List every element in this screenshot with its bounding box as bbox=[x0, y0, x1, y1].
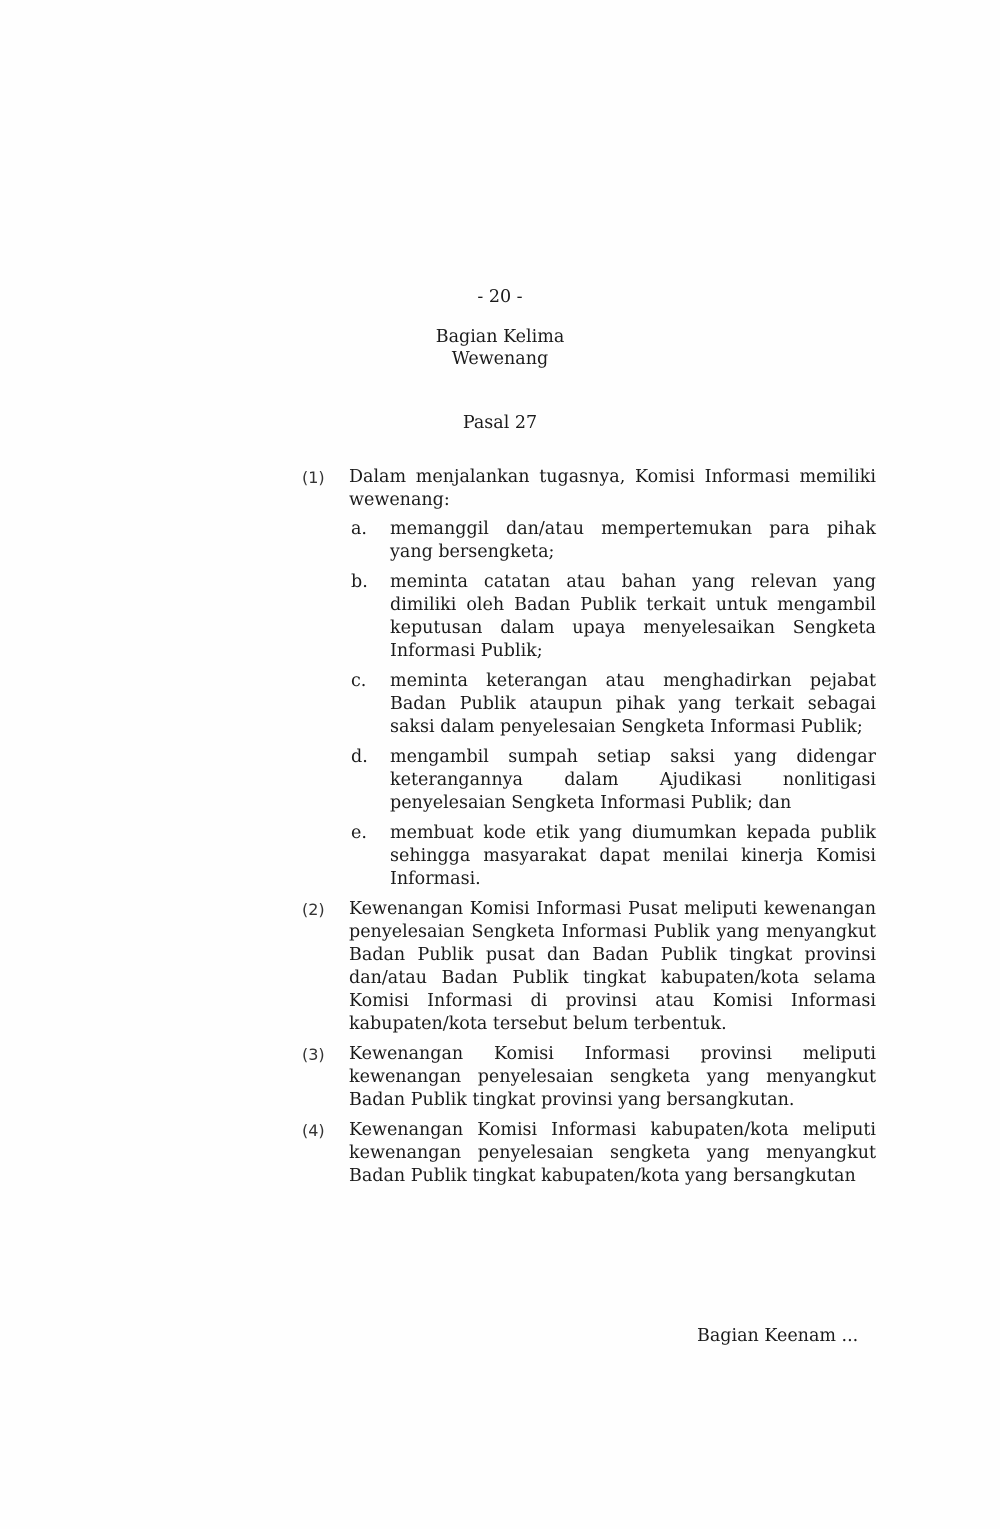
clause-text: Kewenangan Komisi Informasi Pusat meliputi kewenangan penyelesaian Sengketa Informasi Publik yang menyangkut Badan Publik pusat dan Badan Publik tingkat provinsi dan/atau Badan Publik tingkat kabupaten/kota selama Komisi Informasi di provinsi atau Komisi Informasi kabupaten/kota tersebut belum terbentuk. bbox=[349, 899, 876, 1034]
list-item bbox=[349, 518, 876, 564]
clause-number: (3) bbox=[302, 1045, 325, 1064]
clause-1 bbox=[300, 466, 876, 891]
item-text: memanggil dan/atau mempertemukan para pihak yang bersengketa; bbox=[390, 519, 876, 562]
item-letter: b. bbox=[351, 572, 368, 592]
list-item bbox=[349, 670, 876, 739]
item-letter: d. bbox=[351, 747, 368, 767]
item-letter: a. bbox=[351, 519, 367, 539]
article-title: Pasal 27 bbox=[462, 413, 538, 433]
list-item bbox=[349, 746, 876, 815]
clause-3 bbox=[300, 1043, 876, 1112]
item-letter: e. bbox=[351, 823, 367, 843]
item-text: meminta keterangan atau menghadirkan pejabat Badan Publik ataupun pihak yang terkait sebagai saksi dalam penyelesaian Sengketa Informasi Publik; bbox=[390, 671, 876, 737]
item-text: meminta catatan atau bahan yang relevan yang dimiliki oleh Badan Publik terkait untuk mengambil keputusan dalam upaya menyelesaikan Sengketa Informasi Publik; bbox=[390, 572, 876, 661]
clause-number: (2) bbox=[302, 900, 325, 919]
article-body bbox=[300, 466, 876, 1195]
clause-2 bbox=[300, 898, 876, 1036]
clause-4 bbox=[300, 1119, 876, 1188]
section-subheading: Wewenang bbox=[451, 349, 549, 369]
clause-number: (4) bbox=[302, 1121, 325, 1140]
clause-text: Kewenangan Komisi Informasi kabupaten/kota meliputi kewenangan penyelesaian sengketa yang menyangkut Badan Publik tingkat kabupaten/kota yang bersangkutan bbox=[349, 1120, 876, 1186]
clause-text: Kewenangan Komisi Informasi provinsi meliputi kewenangan penyelesaian sengketa yang menyangkut Badan Publik tingkat provinsi yang bersangkutan. bbox=[349, 1044, 876, 1110]
section-heading: Bagian Kelima bbox=[435, 327, 565, 347]
clause-text: Dalam menjalankan tugasnya, Komisi Informasi memiliki wewenang: bbox=[349, 467, 876, 510]
list-item bbox=[349, 822, 876, 891]
item-text: mengambil sumpah setiap saksi yang didengar keterangannya dalam Ajudikasi nonlitigasi penyelesaian Sengketa Informasi Publik; dan bbox=[390, 747, 876, 813]
next-section-reference: Bagian Keenam ... bbox=[697, 1326, 859, 1346]
page-number: - 20 - bbox=[477, 287, 523, 307]
item-text: membuat kode etik yang diumumkan kepada publik sehingga masyarakat dapat menilai kinerja Komisi Informasi. bbox=[390, 823, 876, 889]
item-letter: c. bbox=[351, 671, 367, 691]
list-item bbox=[349, 571, 876, 663]
clause-items bbox=[349, 518, 876, 891]
clause-number: (1) bbox=[302, 468, 325, 487]
